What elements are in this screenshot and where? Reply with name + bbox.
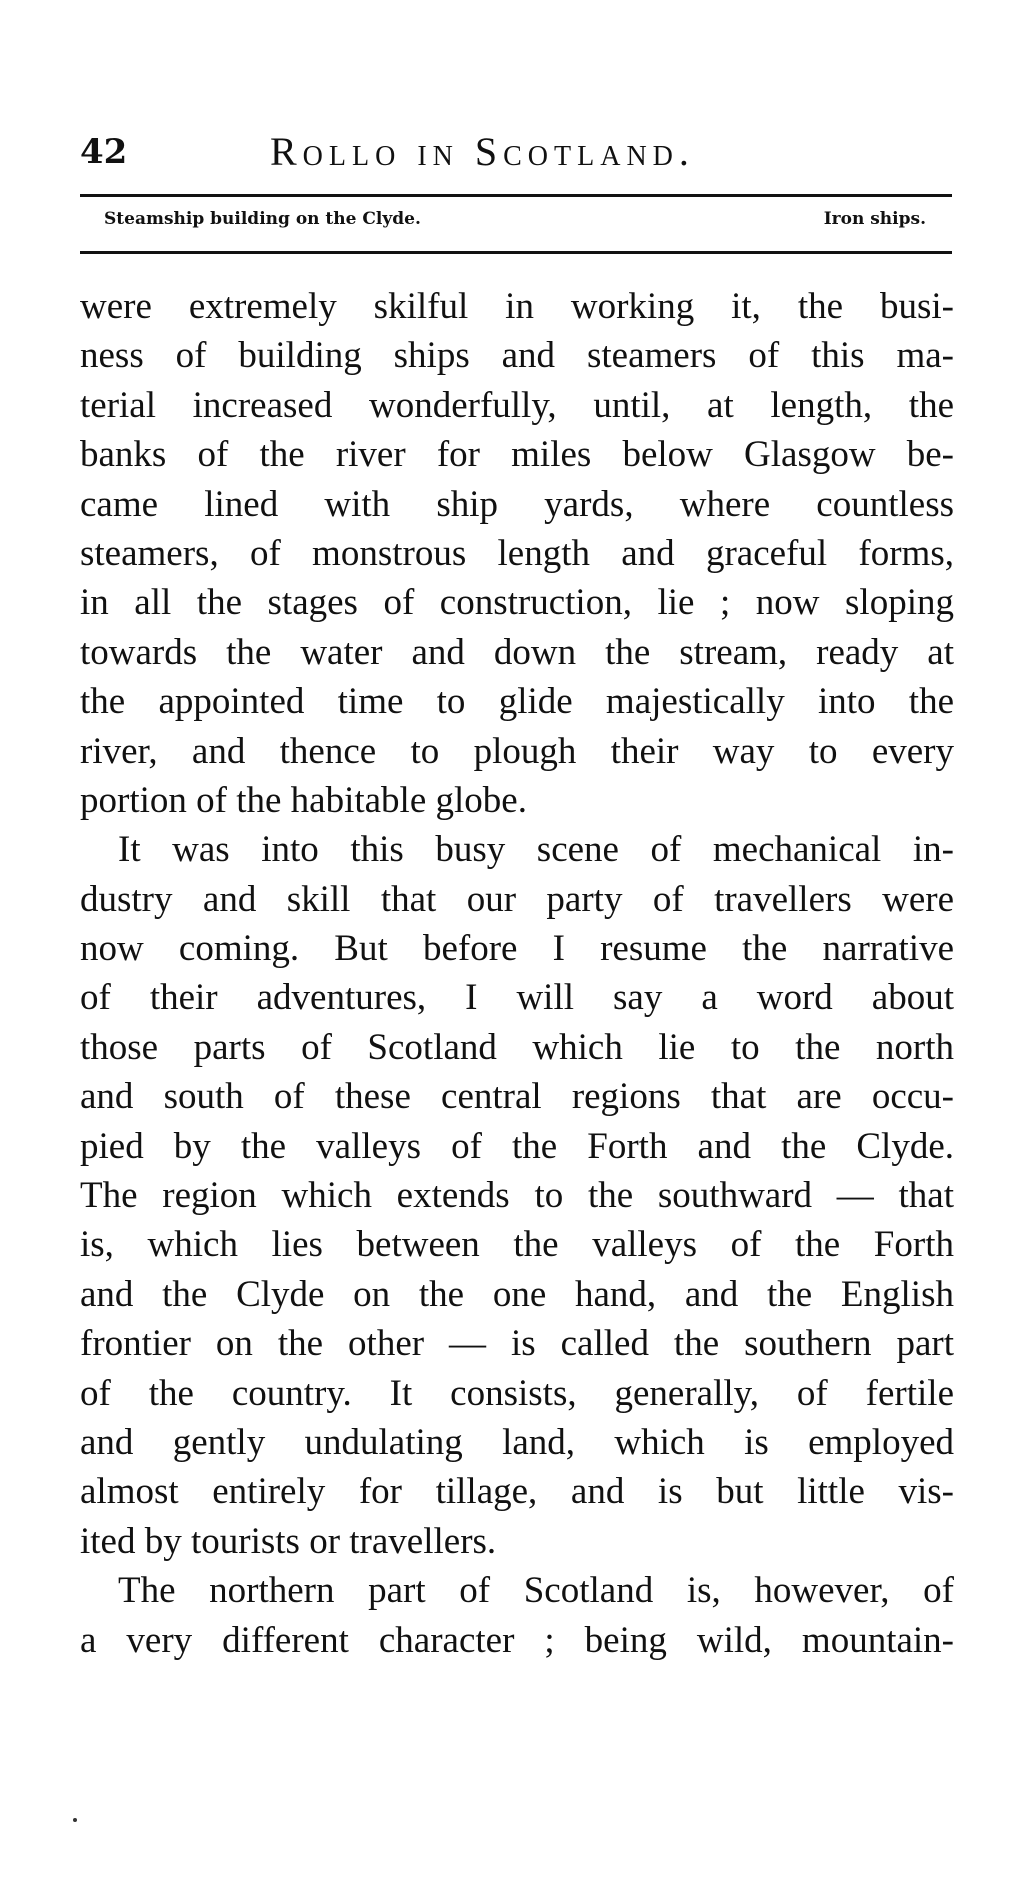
ink-speck [73,1818,77,1822]
page-number: 42 [80,132,128,172]
text-line: The northern part of Scotland is, however, of [118,1570,954,1612]
text-line: is, which lies between the valleys of the Forth [80,1224,954,1266]
text-line: dustry and skill that our party of travellers were [80,878,954,920]
running-title: Rollo in Scotland. [270,129,695,174]
text-line: a very different character ; being wild, mountain- [80,1619,954,1661]
text-line: and the Clyde on the one hand, and the English [80,1273,954,1315]
body-text [80,282,954,1665]
text-line: terial increased wonderfully, until, at length, the [80,384,954,426]
text-line: of the country. It consists, generally, of fertile [80,1372,954,1414]
paragraph-1 [80,282,954,825]
right-sidehead: Iron ships. [823,209,926,229]
text-line: pied by the valleys of the Forth and the Clyde. [80,1125,954,1167]
text-line: steamers, of monstrous length and graceful forms, [80,532,954,574]
text-line: ness of building ships and steamers of this ma- [80,335,954,377]
text-line: and south of these central regions that are occu- [80,1076,954,1118]
text-line: now coming. But before I resume the narrative [80,928,954,970]
text-line: the appointed time to glide majestically into the [80,681,954,723]
text-line: river, and thence to plough their way to every [80,730,954,772]
text-line: those parts of Scotland which lie to the north [80,1026,954,1068]
text-line: of their adventures, I will say a word about [80,977,954,1019]
text-line: The region which extends to the southward — that [80,1175,954,1217]
text-line: banks of the river for miles below Glasgow be- [80,434,954,476]
text-line: came lined with ship yards, where countless [80,483,954,525]
running-head [80,128,950,178]
text-line: were extremely skilful in working it, the busi- [80,286,954,327]
text-line: towards the water and down the stream, ready at [80,631,954,673]
text-line: frontier on the other — is called the southern part [80,1323,954,1365]
header-rule-top [80,194,952,197]
text-line: ited by tourists or travellers. [80,1520,497,1562]
left-sidehead: Steamship building on the Clyde. [104,209,421,229]
paragraph-2 [80,825,954,1566]
paragraph-3 [80,1566,954,1665]
side-headings [104,209,926,239]
text-line: and gently undulating land, which is employed [80,1421,954,1463]
text-line: almost entirely for tillage, and is but little vis- [80,1471,954,1513]
header-rule-bottom [80,251,952,254]
text-line: It was into this busy scene of mechanical in- [118,829,954,871]
text-line: in all the stages of construction, lie ; now sloping [80,582,954,624]
text-line: portion of the habitable globe. [80,779,527,821]
